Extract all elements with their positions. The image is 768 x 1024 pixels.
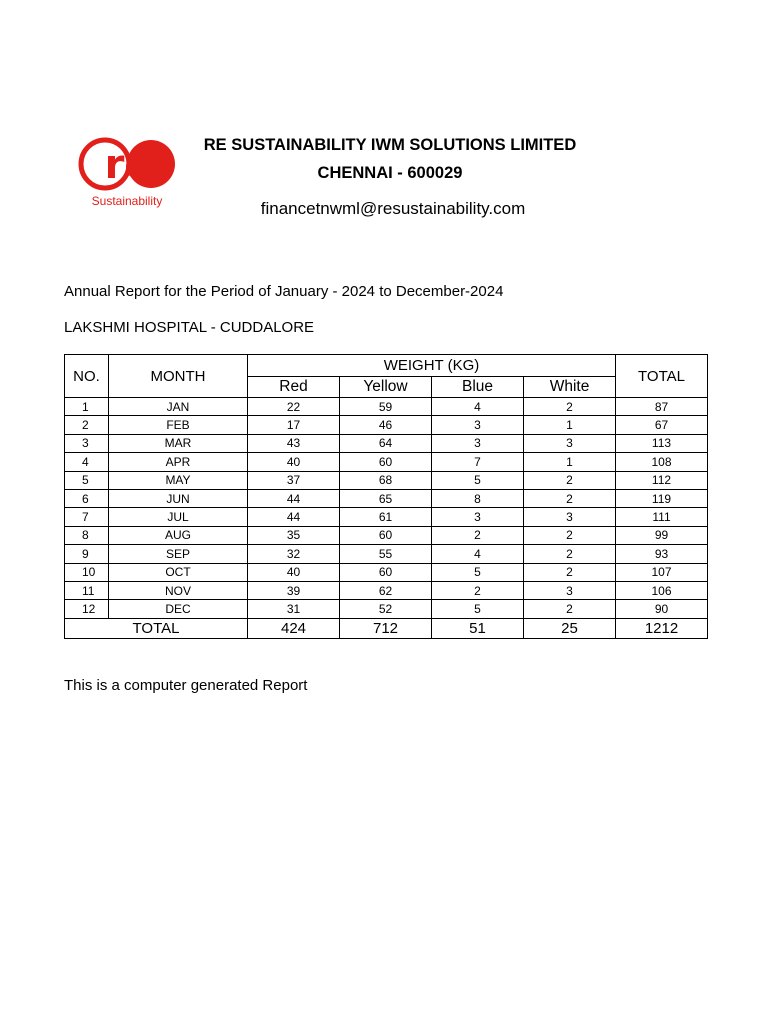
row-no: 9: [65, 545, 109, 563]
row-white: 1: [524, 416, 616, 434]
row-blue: 3: [432, 416, 524, 434]
row-yellow: 46: [340, 416, 432, 434]
row-month: OCT: [109, 563, 248, 581]
row-yellow: 62: [340, 581, 432, 599]
footer-note: This is a computer generated Report: [64, 677, 308, 694]
table-row: [65, 434, 708, 452]
totals-red: 424: [248, 618, 340, 638]
row-yellow: 59: [340, 398, 432, 416]
row-no: 5: [65, 471, 109, 489]
row-white: 2: [524, 600, 616, 618]
row-month: APR: [109, 453, 248, 471]
row-month: MAY: [109, 471, 248, 489]
table-row: [65, 398, 708, 416]
row-red: 43: [248, 434, 340, 452]
row-total: 107: [616, 563, 708, 581]
row-red: 31: [248, 600, 340, 618]
waste-weight-table: [64, 354, 708, 639]
totals-white: 25: [524, 618, 616, 638]
row-blue: 7: [432, 453, 524, 471]
row-total: 87: [616, 398, 708, 416]
row-red: 35: [248, 526, 340, 544]
row-red: 40: [248, 563, 340, 581]
totals-yellow: 712: [340, 618, 432, 638]
row-white: 2: [524, 545, 616, 563]
logo-wordmark: re: [104, 142, 152, 188]
row-red: 44: [248, 508, 340, 526]
table-row: [65, 526, 708, 544]
row-no: 3: [65, 434, 109, 452]
company-name: RE SUSTAINABILITY IWM SOLUTIONS LIMITED: [203, 136, 577, 154]
row-total: 93: [616, 545, 708, 563]
row-month: MAR: [109, 434, 248, 452]
row-total: 119: [616, 489, 708, 507]
table-row: [65, 471, 708, 489]
row-no: 6: [65, 489, 109, 507]
col-header-red: Red: [248, 377, 340, 398]
row-no: 7: [65, 508, 109, 526]
totals-grand: 1212: [616, 618, 708, 638]
col-header-weight: WEIGHT (KG): [248, 355, 616, 377]
table-row: [65, 453, 708, 471]
table-row: [65, 489, 708, 507]
row-month: JAN: [109, 398, 248, 416]
row-no: 12: [65, 600, 109, 618]
row-total: 106: [616, 581, 708, 599]
col-header-yellow: Yellow: [340, 377, 432, 398]
row-white: 2: [524, 563, 616, 581]
row-yellow: 65: [340, 489, 432, 507]
row-blue: 3: [432, 508, 524, 526]
row-blue: 3: [432, 434, 524, 452]
row-total: 111: [616, 508, 708, 526]
row-no: 11: [65, 581, 109, 599]
table-row: [65, 545, 708, 563]
report-period: Annual Report for the Period of January - 2024 to December-2024: [64, 283, 504, 300]
row-white: 2: [524, 489, 616, 507]
row-no: 4: [65, 453, 109, 471]
col-header-no: NO.: [65, 355, 109, 398]
row-white: 3: [524, 434, 616, 452]
row-blue: 2: [432, 526, 524, 544]
table-header-row: [65, 355, 708, 377]
row-white: 3: [524, 508, 616, 526]
row-yellow: 60: [340, 563, 432, 581]
row-red: 44: [248, 489, 340, 507]
hospital-name: LAKSHMI HOSPITAL - CUDDALORE: [64, 319, 315, 336]
company-logo: [77, 137, 179, 211]
company-header: [170, 131, 610, 187]
row-white: 1: [524, 453, 616, 471]
row-blue: 5: [432, 471, 524, 489]
logo-subtitle: Sustainability: [91, 194, 163, 208]
table-row: [65, 563, 708, 581]
row-total: 108: [616, 453, 708, 471]
row-month: AUG: [109, 526, 248, 544]
row-red: 32: [248, 545, 340, 563]
row-yellow: 68: [340, 471, 432, 489]
row-total: 113: [616, 434, 708, 452]
col-header-white: White: [524, 377, 616, 398]
table-row: [65, 416, 708, 434]
row-red: 39: [248, 581, 340, 599]
row-red: 22: [248, 398, 340, 416]
row-month: JUL: [109, 508, 248, 526]
totals-row: [65, 618, 708, 638]
row-blue: 4: [432, 398, 524, 416]
row-yellow: 60: [340, 526, 432, 544]
row-white: 3: [524, 581, 616, 599]
table-row: [65, 581, 708, 599]
row-total: 99: [616, 526, 708, 544]
row-red: 17: [248, 416, 340, 434]
col-header-month: MONTH: [109, 355, 248, 398]
row-blue: 5: [432, 563, 524, 581]
row-white: 2: [524, 526, 616, 544]
col-header-total: TOTAL: [616, 355, 708, 398]
row-yellow: 60: [340, 453, 432, 471]
company-email: financetnwml@resustainability.com: [260, 199, 526, 218]
row-yellow: 52: [340, 600, 432, 618]
row-no: 2: [65, 416, 109, 434]
table-row: [65, 508, 708, 526]
row-yellow: 61: [340, 508, 432, 526]
col-header-blue: Blue: [432, 377, 524, 398]
table-row: [65, 600, 708, 618]
row-no: 1: [65, 398, 109, 416]
row-blue: 8: [432, 489, 524, 507]
row-yellow: 55: [340, 545, 432, 563]
row-yellow: 64: [340, 434, 432, 452]
row-blue: 4: [432, 545, 524, 563]
totals-blue: 51: [432, 618, 524, 638]
row-total: 67: [616, 416, 708, 434]
row-month: DEC: [109, 600, 248, 618]
re-logo-mark: [77, 137, 179, 193]
row-total: 90: [616, 600, 708, 618]
totals-label: TOTAL: [65, 618, 248, 638]
row-month: FEB: [109, 416, 248, 434]
row-white: 2: [524, 471, 616, 489]
row-month: JUN: [109, 489, 248, 507]
row-month: NOV: [109, 581, 248, 599]
row-no: 8: [65, 526, 109, 544]
row-white: 2: [524, 398, 616, 416]
row-blue: 2: [432, 581, 524, 599]
row-red: 40: [248, 453, 340, 471]
row-blue: 5: [432, 600, 524, 618]
row-red: 37: [248, 471, 340, 489]
row-total: 112: [616, 471, 708, 489]
company-city: CHENNAI - 600029: [317, 164, 463, 182]
row-no: 10: [65, 563, 109, 581]
row-month: SEP: [109, 545, 248, 563]
